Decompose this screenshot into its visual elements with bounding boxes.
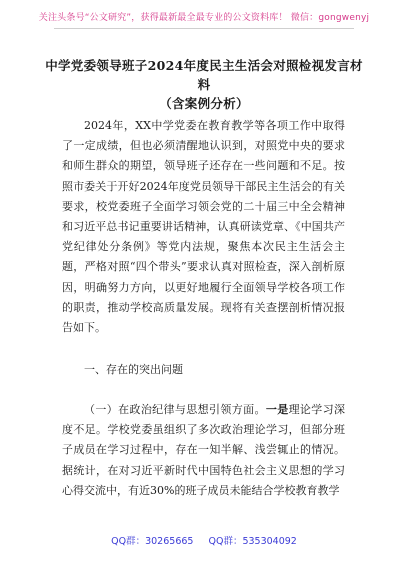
footer-contact [0, 533, 408, 547]
footer-qq-group-1: QQ群：30265665 [111, 536, 194, 547]
header-divider [54, 28, 354, 29]
title-line-1: 中学党委领导班子2024年度民主生活会对照检视发言材料 [45, 58, 363, 92]
point-label: 一是 [265, 403, 289, 416]
title-line-2: （含案例分析） [159, 96, 249, 111]
intro-paragraph: 2024年，XX中学党委在教育教学等各项工作中取得了一定成绩，但也必须清醒地认识到，对照党中央的要求和师生群众的期望，领导班子还存在一些问题和不足。按照市委关于开好2024年度党员领导干部民主生活会的有关要求，校党委班子全面学习领会党的二十届三中全会精神和习近平总书记重要讲话精神，认真研读党章、《中国共产党纪律处分条例》等党内法规，聚焦本次民主生活会主题，严格对照“四个带头”要求认真对照检查，深入剖析原因，明确努力方向，以更好地履行全面领导学校各项工作的职责，推动学校高质量发展。现将有关查摆剖析情况报告如下。 [62, 119, 345, 335]
subsection-text: 理论学习深度不足。学校党委虽组织了多次政治理论学习，但部分班子成员在学习过程中，存在一知半解、浅尝辄止的情况。据统计，在对习近平新时代中国特色社会主义思想的学习心得交流中，有近30%的班子成员未能结合学校教育教学 [62, 403, 346, 497]
subsection-label: （一）在政治纪律与思想引领方面。 [84, 403, 266, 416]
section-heading: 一、存在的突出问题 [84, 363, 183, 376]
header-promo-note: 关注头条号“公文研究”，获得最新最全最专业的公文资料库！ 微信：gongwenyj [38, 13, 370, 23]
subsection-paragraph [62, 400, 345, 501]
document-title [40, 56, 368, 113]
footer-qq-group-2: QQ群：535304092 [208, 536, 297, 547]
